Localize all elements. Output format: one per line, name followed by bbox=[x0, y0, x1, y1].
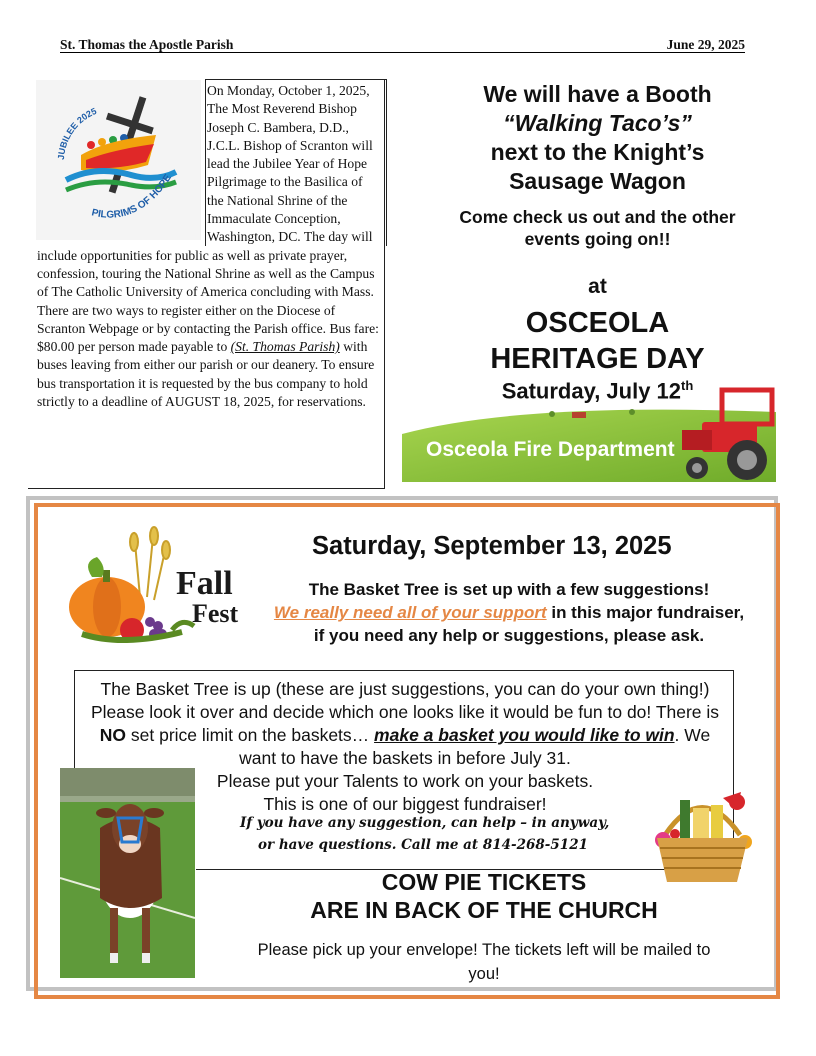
jubilee-body-end: with buses leaving from either our parish or our deanery. To ensure bus transportation it is requested by the bus company to hold strictly to a deadline of AUGUST 18, 2025, for reservations. bbox=[37, 339, 375, 410]
event-name-line-1: OSCEOLA bbox=[525, 307, 670, 339]
tree-text-4: Please put your Talents to work on your baskets. bbox=[216, 771, 594, 791]
cow-pie-title-2: ARE IN BACK OF THE CHURCH bbox=[310, 897, 658, 923]
event-name bbox=[400, 305, 795, 377]
parish-name: St. Thomas the Apostle Parish bbox=[60, 37, 234, 52]
tree-text-emphasis: make a basket you would like to win bbox=[374, 725, 675, 745]
support-callout: We really need all of your support bbox=[273, 603, 547, 622]
basket-intro-2: in this major fundraiser, if you need any help or suggestions, please ask. bbox=[313, 603, 745, 645]
cow-pie-title bbox=[240, 868, 728, 924]
jubilee-body: On Monday, October 1, 2025, The Most Reverend Bishop Joseph C. Bambera, D.D., J.C.L. Bishop of Scranton will lead the Jubilee Year of Hope Pilgrimage to the Basilica of the National Shrine of the Immaculate Conception, Washington, DC. The day will include opportunities for public as well as private prayer, confession, touring the National Shrine as well as the Campus of The Catholic University of America concluding with Mass. There are two ways to register either on the Diocese of Scranton Webpage or by contacting the Parish office. Bus fare: $80.00 per person made payable to bbox=[37, 83, 379, 355]
event-date-text: Saturday, July 12 bbox=[501, 378, 682, 404]
booth-line-4: Sausage Wagon bbox=[509, 168, 686, 194]
header-rule bbox=[60, 52, 745, 53]
jubilee-logo bbox=[36, 80, 201, 240]
fall-logo-word-2: Fest bbox=[192, 599, 239, 628]
booth-line-3: next to the Knight’s bbox=[490, 139, 705, 165]
booth-heading bbox=[400, 80, 795, 196]
booth-line-2: “Walking Taco’s” bbox=[503, 110, 692, 136]
contact-line-1: If you have any suggestion, can help – in anyway, bbox=[240, 815, 610, 831]
tree-text-3: . We want to have the baskets in before July 31. bbox=[239, 725, 711, 768]
tree-text-5: This is one of our biggest fundraiser! bbox=[263, 794, 547, 814]
contact-line-2: or have questions. Call me at 814-268-5121 bbox=[258, 837, 588, 853]
tree-text-2: set price limit on the baskets… bbox=[126, 725, 375, 745]
banner-text: Osceola Fire Department bbox=[426, 438, 675, 461]
jubilee-payee: (St. Thomas Parish) bbox=[230, 339, 340, 355]
event-date-suffix: th bbox=[681, 378, 694, 393]
basket-intro-1: The Basket Tree is set up with a few suggestions! bbox=[308, 580, 710, 599]
tree-text-no: NO bbox=[99, 725, 127, 745]
event-name-line-2: HERITAGE DAY bbox=[490, 343, 705, 375]
fall-fest-date: Saturday, September 13, 2025 bbox=[312, 532, 672, 560]
cow-photo bbox=[60, 768, 195, 978]
fall-logo-word-1: Fall bbox=[176, 565, 233, 602]
basket-intro bbox=[270, 578, 748, 647]
come-check-text: Come check us out and the other events going on!! bbox=[459, 207, 736, 249]
fall-fest-logo bbox=[62, 522, 262, 652]
event-date bbox=[400, 378, 795, 404]
tree-text-1: The Basket Tree is up (these are just suggestions, you can do your own thing!) Please look it over and decide which one looks like it would be fun to do! There is bbox=[90, 679, 720, 722]
booth-at: at bbox=[588, 275, 607, 298]
booth-come-check bbox=[400, 206, 795, 250]
jubilee-logo-bottom-text: PILGRIMS OF HOPE bbox=[90, 172, 174, 221]
bulletin-date: June 29, 2025 bbox=[666, 37, 745, 52]
cow-pie-title-1: COW PIE TICKETS bbox=[381, 869, 587, 895]
booth-line-1: We will have a Booth bbox=[483, 81, 712, 107]
cow-pie-subtitle: Please pick up your envelope! The tickets left will be mailed to you! bbox=[257, 941, 711, 983]
jubilee-logo-top-text: JUBILEE 2025 bbox=[55, 105, 99, 161]
